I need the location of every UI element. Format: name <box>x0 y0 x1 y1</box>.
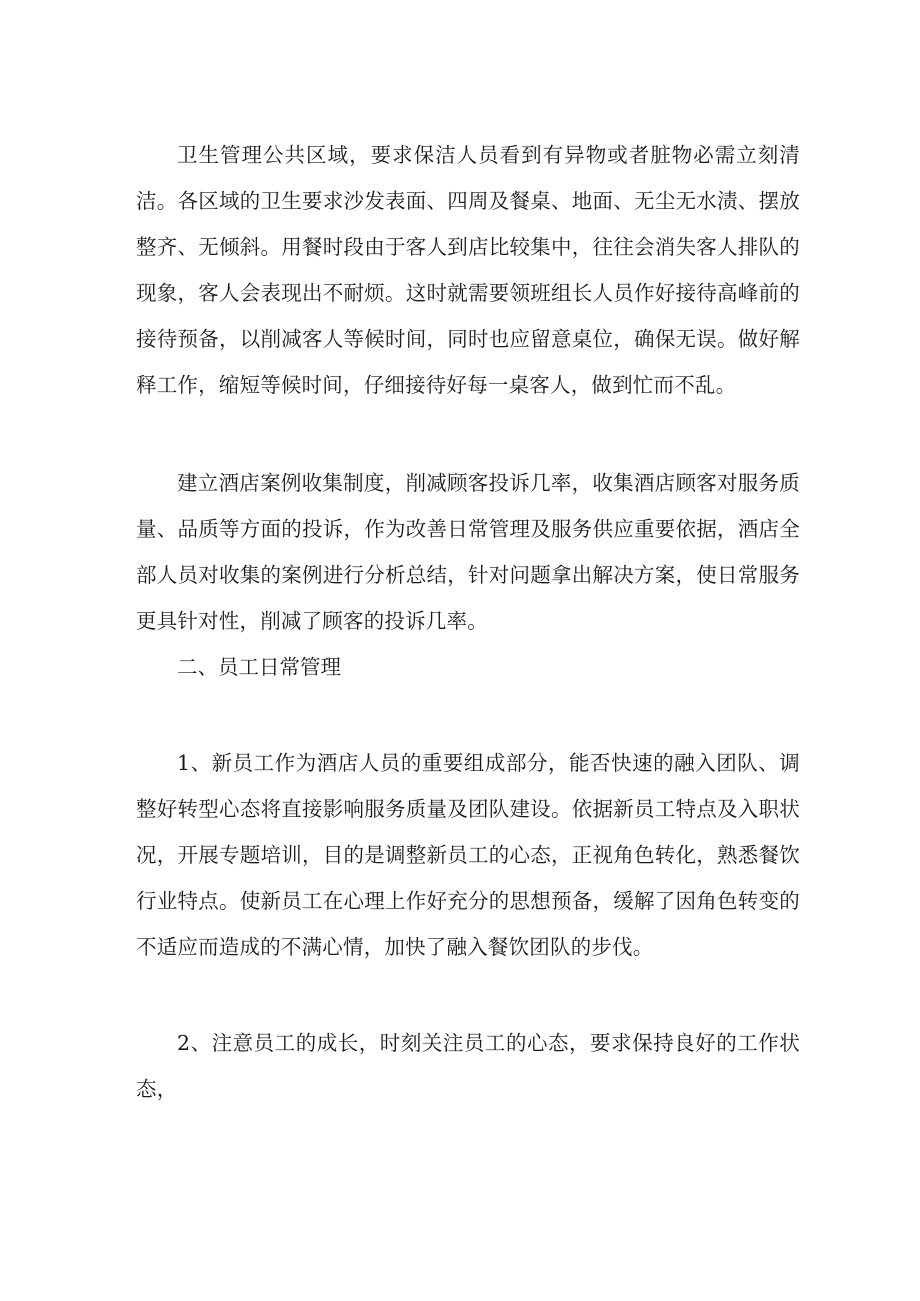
paragraph-staff-growth: 2、注意员工的成长，时刻关注员工的心态，要求保持良好的工作状态， <box>136 1031 800 1101</box>
section-heading: 二、员工日常管理 <box>177 655 341 679</box>
paragraph-hygiene: 卫生管理公共区域，要求保洁人员看到有异物或者脏物必需立刻清洁。各区域的卫生要求沙发表面、四周及餐桌、地面、无尘无水渍、摆放整齐、无倾斜。用餐时段由于客人到店比较集中，往往会消失客人排队的现象，客人会表现出不耐烦。这时就需要领班组长人员作好接待高峰前的接待预备，以削减客人等候时间，同时也应留意桌位，确保无误。做好解释工作，缩短等候时间，仔细接待好每一桌客人，做到忙而不乱。 <box>136 143 800 397</box>
paragraph-case-collection: 建立酒店案例收集制度，削减顾客投诉几率，收集酒店顾客对服务质量、品质等方面的投诉，作为改善日常管理及服务供应重要依据，酒店全部人员对收集的案例进行分析总结，针对问题拿出解决方案，使日常服务更具针对性，削减了顾客的投诉几率。 <box>136 471 800 633</box>
paragraph-new-staff: 1、新员工作为酒店人员的重要组成部分，能否快速的融入团队、调整好转型心态将直接影响服务质量及团队建设。依据新员工特点及入职状况，开展专题培训，目的是调整新员工的心态，正视角色转化，熟悉餐饮行业特点。使新员工在心理上作好充分的思想预备，缓解了因角色转变的不适应而造成的不满心情，加快了融入餐饮团队的步伐。 <box>136 751 800 959</box>
document-page <box>136 132 800 1112</box>
